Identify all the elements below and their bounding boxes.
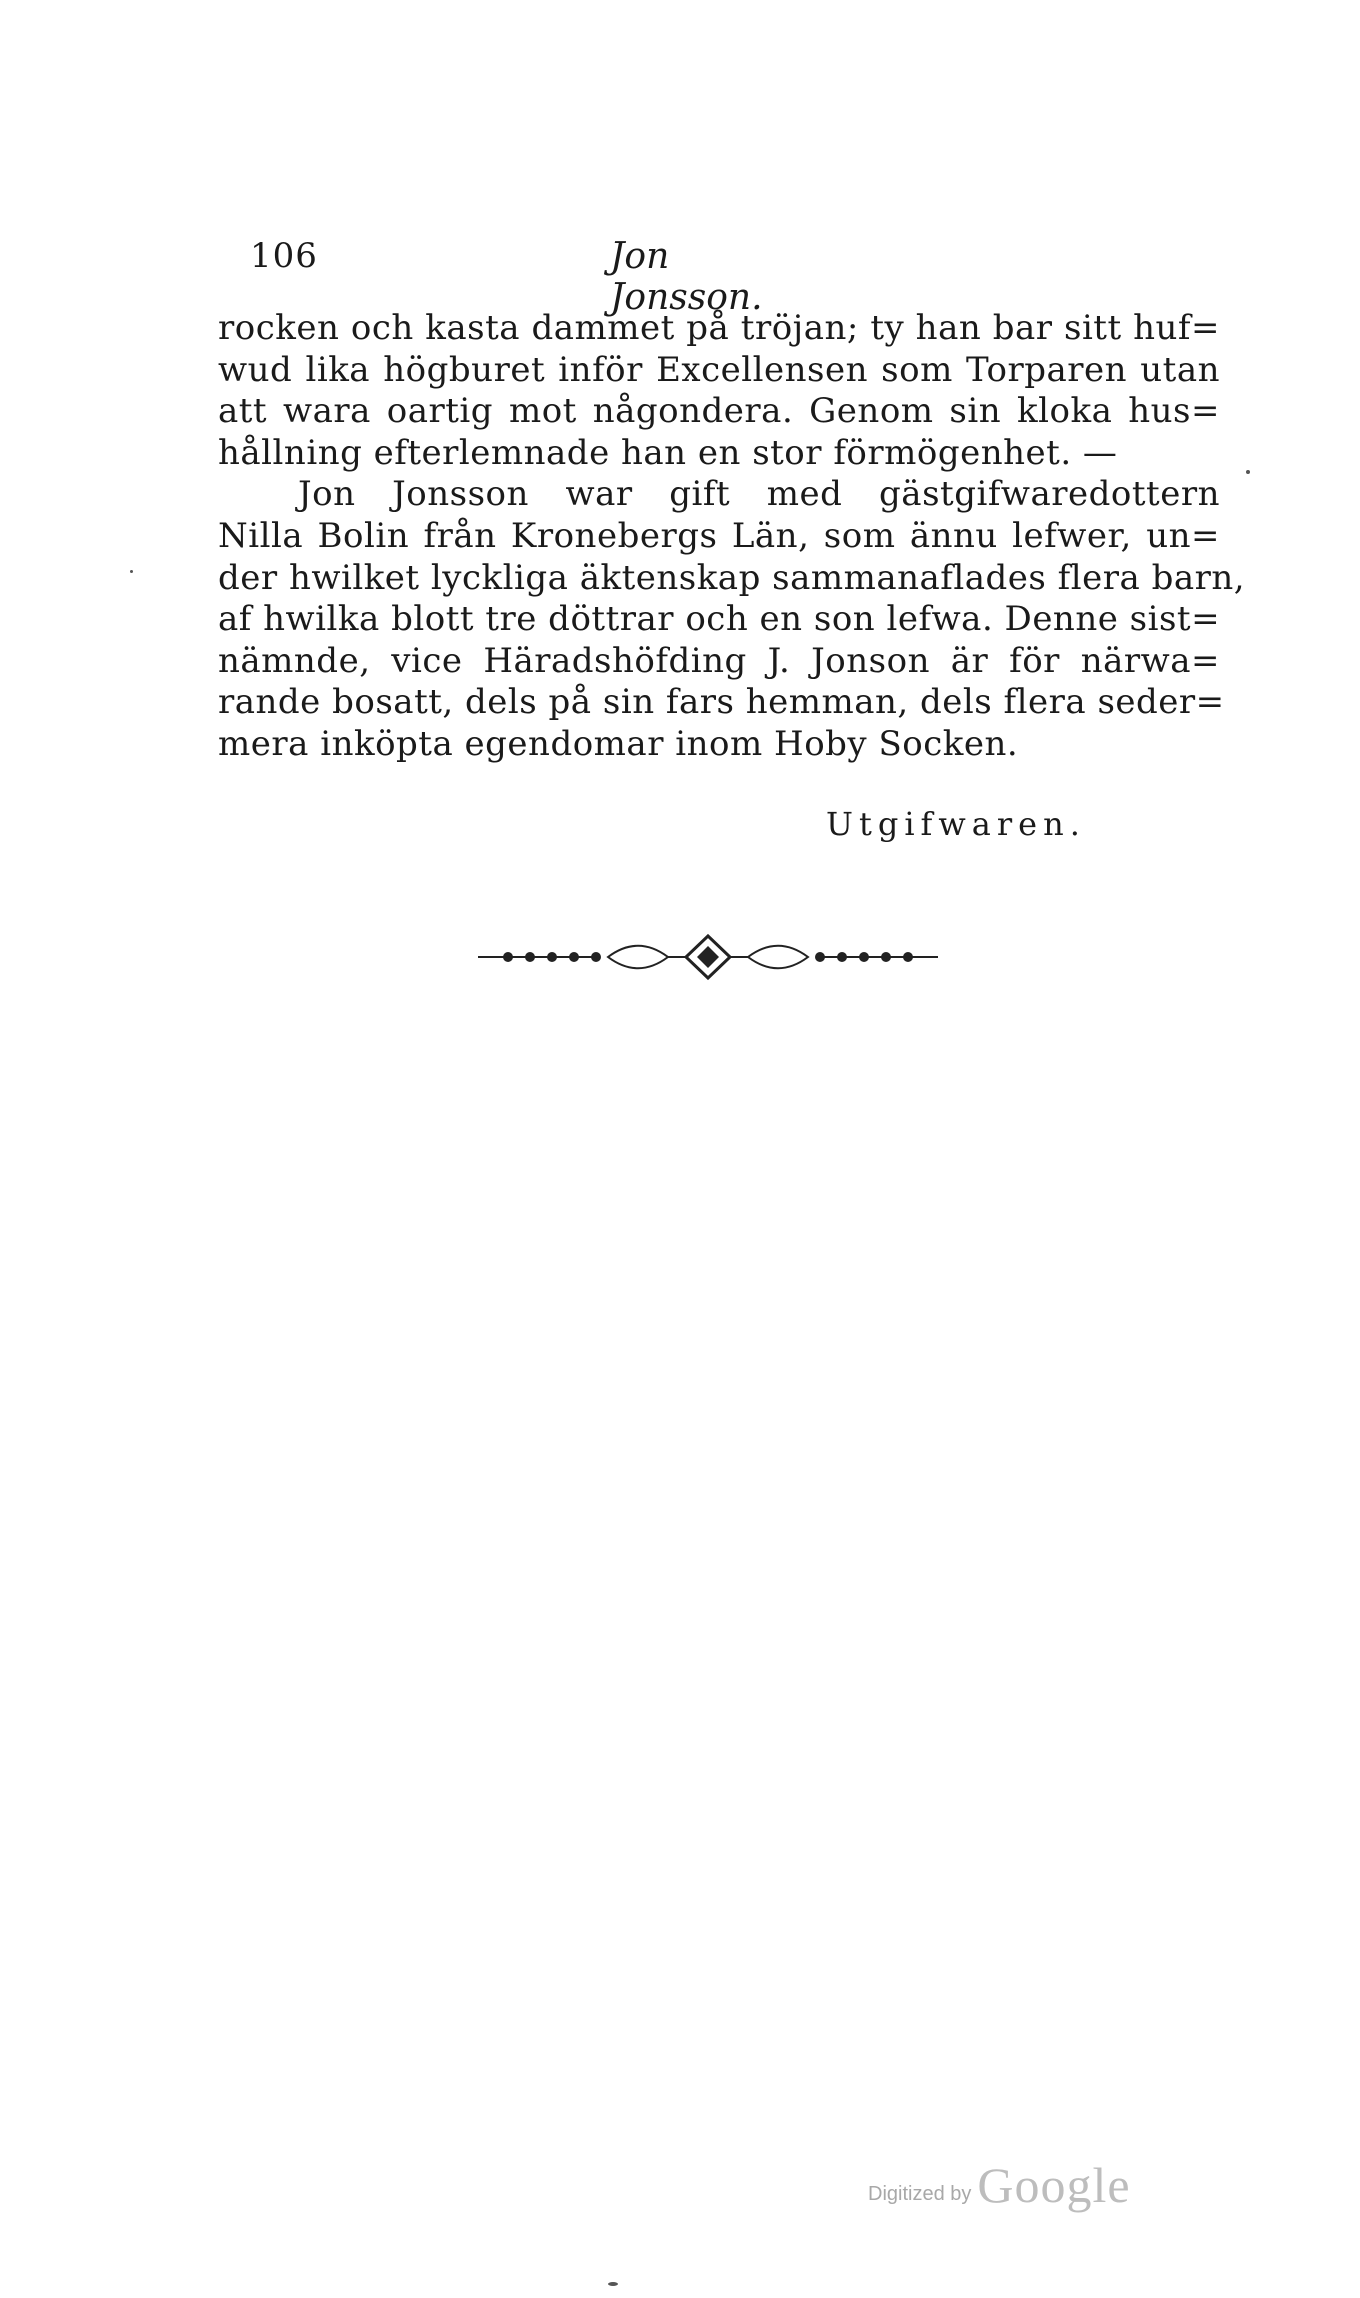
text-line: mera inköpta egendomar inom Hoby Socken. <box>218 723 1019 764</box>
digitized-watermark <box>868 2158 1131 2214</box>
text-line: af hwilka blott tre döttrar och en son lefwa. Denne sist= <box>218 599 1221 640</box>
text-line: der hwilket lyckliga äktenskap sammanaflades flera barn, <box>218 557 1246 598</box>
print-speck <box>130 570 133 573</box>
text-line: Nilla Bolin från Kronebergs Län, som ännu lefwer, un= <box>218 515 1220 556</box>
print-speck <box>608 2282 618 2286</box>
text-line: nämnde, vice Häradshöfding J. Jonson är för närwa= <box>218 640 1220 681</box>
decorative-rule-ornament-icon <box>478 932 938 982</box>
page-number: 106 <box>250 236 318 276</box>
watermark-prefix: Digitized by <box>868 2183 972 2205</box>
watermark-logo: Google <box>977 2157 1131 2213</box>
text-line: hållning efterlemnade han en stor förmögenhet. — <box>218 432 1118 473</box>
running-title: Jon Jonsson. <box>610 236 763 318</box>
signature: Utgifwaren. <box>826 805 1086 843</box>
print-speck <box>1246 470 1250 474</box>
text-line: wud lika högburet inför Excellensen som Torparen utan <box>218 349 1220 390</box>
text-line: Jon Jonsson war gift med gästgifwaredottern <box>298 474 1220 515</box>
running-head <box>250 236 830 318</box>
body-paragraphs <box>218 308 1246 766</box>
text-line: rocken och kasta dammet på tröjan; ty han bar sitt huf= <box>218 308 1220 348</box>
text-line: att wara oartig mot någondera. Genom sin kloka hus= <box>218 391 1220 432</box>
text-line: rande bosatt, dels på sin fars hemman, dels flera seder= <box>218 682 1225 723</box>
